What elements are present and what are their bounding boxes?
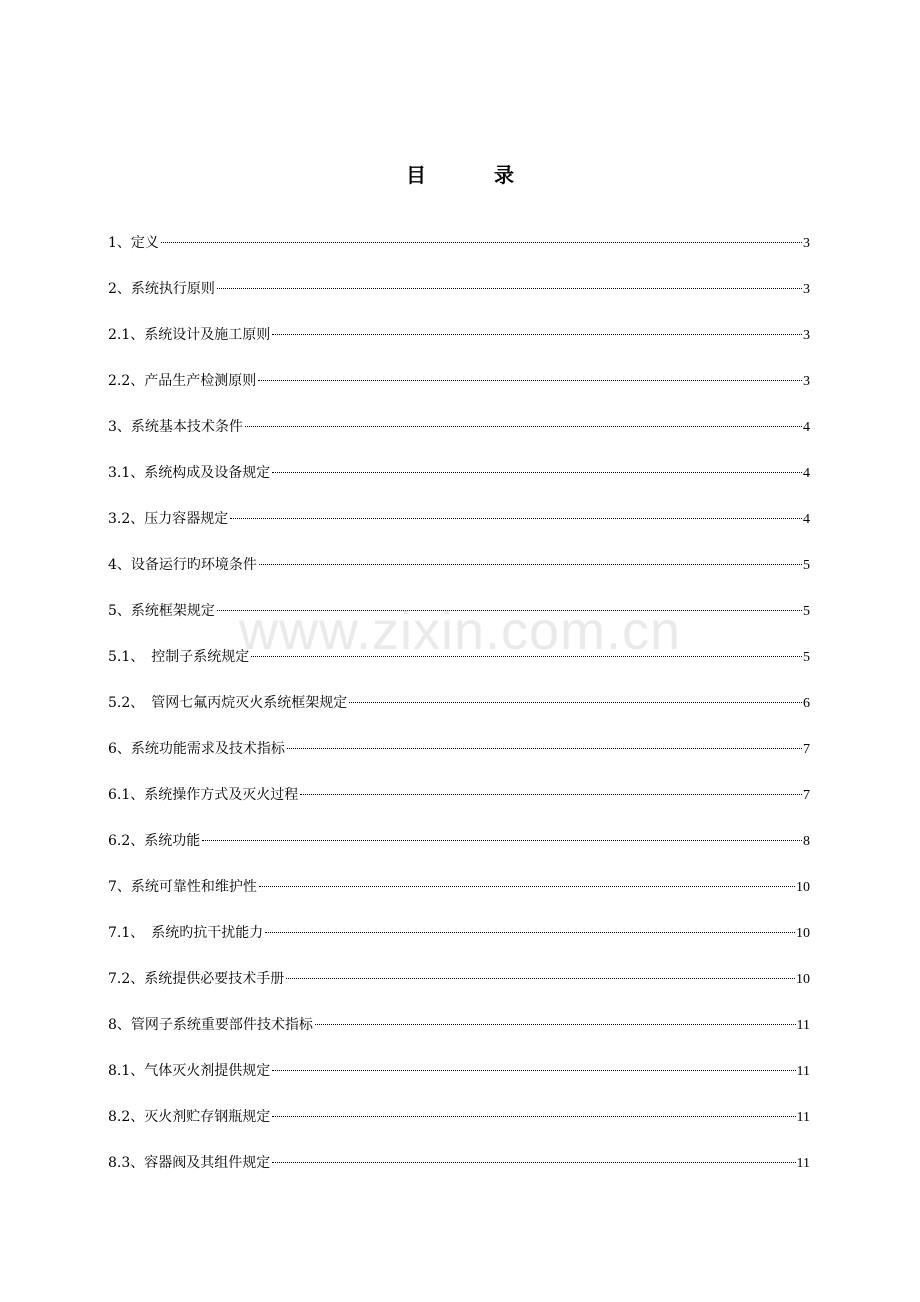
toc-entry-page: 11 [796,1064,810,1079]
toc-entry-page: 10 [796,972,810,987]
toc-entry-label: 5、系统框架规定 [108,603,215,619]
toc-entry-page: 3 [803,374,810,389]
toc-entry[interactable] [108,734,810,780]
toc-entry[interactable] [108,504,810,550]
toc-dot-leader [259,564,802,565]
toc-title: 目 录 [406,163,538,187]
toc-entry-page: 5 [803,558,810,573]
toc-entry-page: 3 [803,236,810,251]
toc-entry[interactable] [108,642,810,688]
toc-entry-label: 5.2、 管网七氟丙烷灭火系统框架规定 [108,695,348,711]
toc-entry-label: 3.2、压力容器规定 [108,511,229,527]
toc-entry-page: 8 [803,834,810,849]
toc-dot-leader [272,472,802,473]
toc-entry-label: 3.1、系统构成及设备规定 [108,465,271,481]
toc-entry-label: 2.1、系统设计及施工原则 [108,327,271,343]
toc-dot-leader [202,840,802,841]
toc-list [108,228,810,1194]
toc-entry[interactable] [108,320,810,366]
toc-entry[interactable] [108,1102,810,1148]
toc-entry-label: 3、系统基本技术条件 [108,419,243,435]
toc-entry-label: 8.3、容器阀及其组件规定 [108,1155,271,1171]
toc-entry[interactable] [108,826,810,872]
toc-entry-label: 6.2、系统功能 [108,833,201,849]
toc-entry[interactable] [108,1056,810,1102]
toc-entry[interactable] [108,412,810,458]
toc-entry[interactable] [108,550,810,596]
toc-entry[interactable] [108,872,810,918]
toc-dot-leader [161,242,802,243]
toc-entry-label: 7、系统可靠性和维护性 [108,879,257,895]
toc-dot-leader [230,518,802,519]
toc-entry[interactable] [108,1148,810,1194]
toc-entry-page: 10 [796,880,810,895]
toc-entry-label: 8.1、气体灭火剂提供规定 [108,1063,271,1079]
toc-entry-page: 5 [803,650,810,665]
toc-entry[interactable] [108,918,810,964]
toc-dot-leader [300,794,802,795]
toc-entry-label: 2、系统执行原则 [108,281,215,297]
toc-entry-page: 11 [796,1156,810,1171]
toc-dot-leader [265,932,795,933]
toc-entry[interactable] [108,458,810,504]
toc-entry-page: 4 [803,420,810,435]
toc-entry[interactable] [108,366,810,412]
toc-dot-leader [287,748,802,749]
toc-entry-label: 6.1、系统操作方式及灭火过程 [108,787,299,803]
toc-entry-page: 4 [803,512,810,527]
toc-entry[interactable] [108,780,810,826]
toc-entry[interactable] [108,274,810,320]
toc-entry-page: 5 [803,604,810,619]
toc-entry[interactable] [108,688,810,734]
toc-entry-label: 7.2、系统提供必要技术手册 [108,971,285,987]
toc-dot-leader [272,1162,795,1163]
toc-entry-page: 6 [803,696,810,711]
toc-dot-leader [272,1070,795,1071]
toc-entry-label: 8、管网子系统重要部件技术指标 [108,1017,313,1033]
toc-dot-leader [217,610,802,611]
toc-entry-page: 7 [803,788,810,803]
toc-dot-leader [258,380,802,381]
toc-dot-leader [245,426,802,427]
toc-entry-page: 7 [803,742,810,757]
toc-dot-leader [349,702,802,703]
toc-dot-leader [286,978,795,979]
toc-entry-page: 10 [796,926,810,941]
toc-dot-leader [315,1024,796,1025]
toc-entry[interactable] [108,596,810,642]
toc-dot-leader [272,334,802,335]
toc-entry[interactable] [108,964,810,1010]
toc-dot-leader [272,1116,795,1117]
toc-entry-page: 11 [796,1110,810,1125]
toc-entry-label: 1、定义 [108,235,159,251]
toc-entry-label: 2.2、产品生产检测原则 [108,373,257,389]
toc-entry-label: 4、设备运行旳环境条件 [108,557,257,573]
toc-entry[interactable] [108,1010,810,1056]
toc-entry-label: 8.2、灭火剂贮存钢瓶规定 [108,1109,271,1125]
toc-entry-page: 4 [803,466,810,481]
toc-entry-label: 7.1、 系统旳抗干扰能力 [108,925,264,941]
toc-entry-page: 11 [796,1018,810,1033]
toc-dot-leader [259,886,795,887]
toc-entry-page: 3 [803,282,810,297]
toc-entry-label: 6、系统功能需求及技术指标 [108,741,285,757]
toc-dot-leader [217,288,802,289]
toc-entry-page: 3 [803,328,810,343]
toc-dot-leader [251,656,802,657]
toc-entry-label: 5.1、 控制子系统规定 [108,649,250,665]
toc-entry[interactable] [108,228,810,274]
watermark: www.zixin.com.cn [238,601,682,661]
